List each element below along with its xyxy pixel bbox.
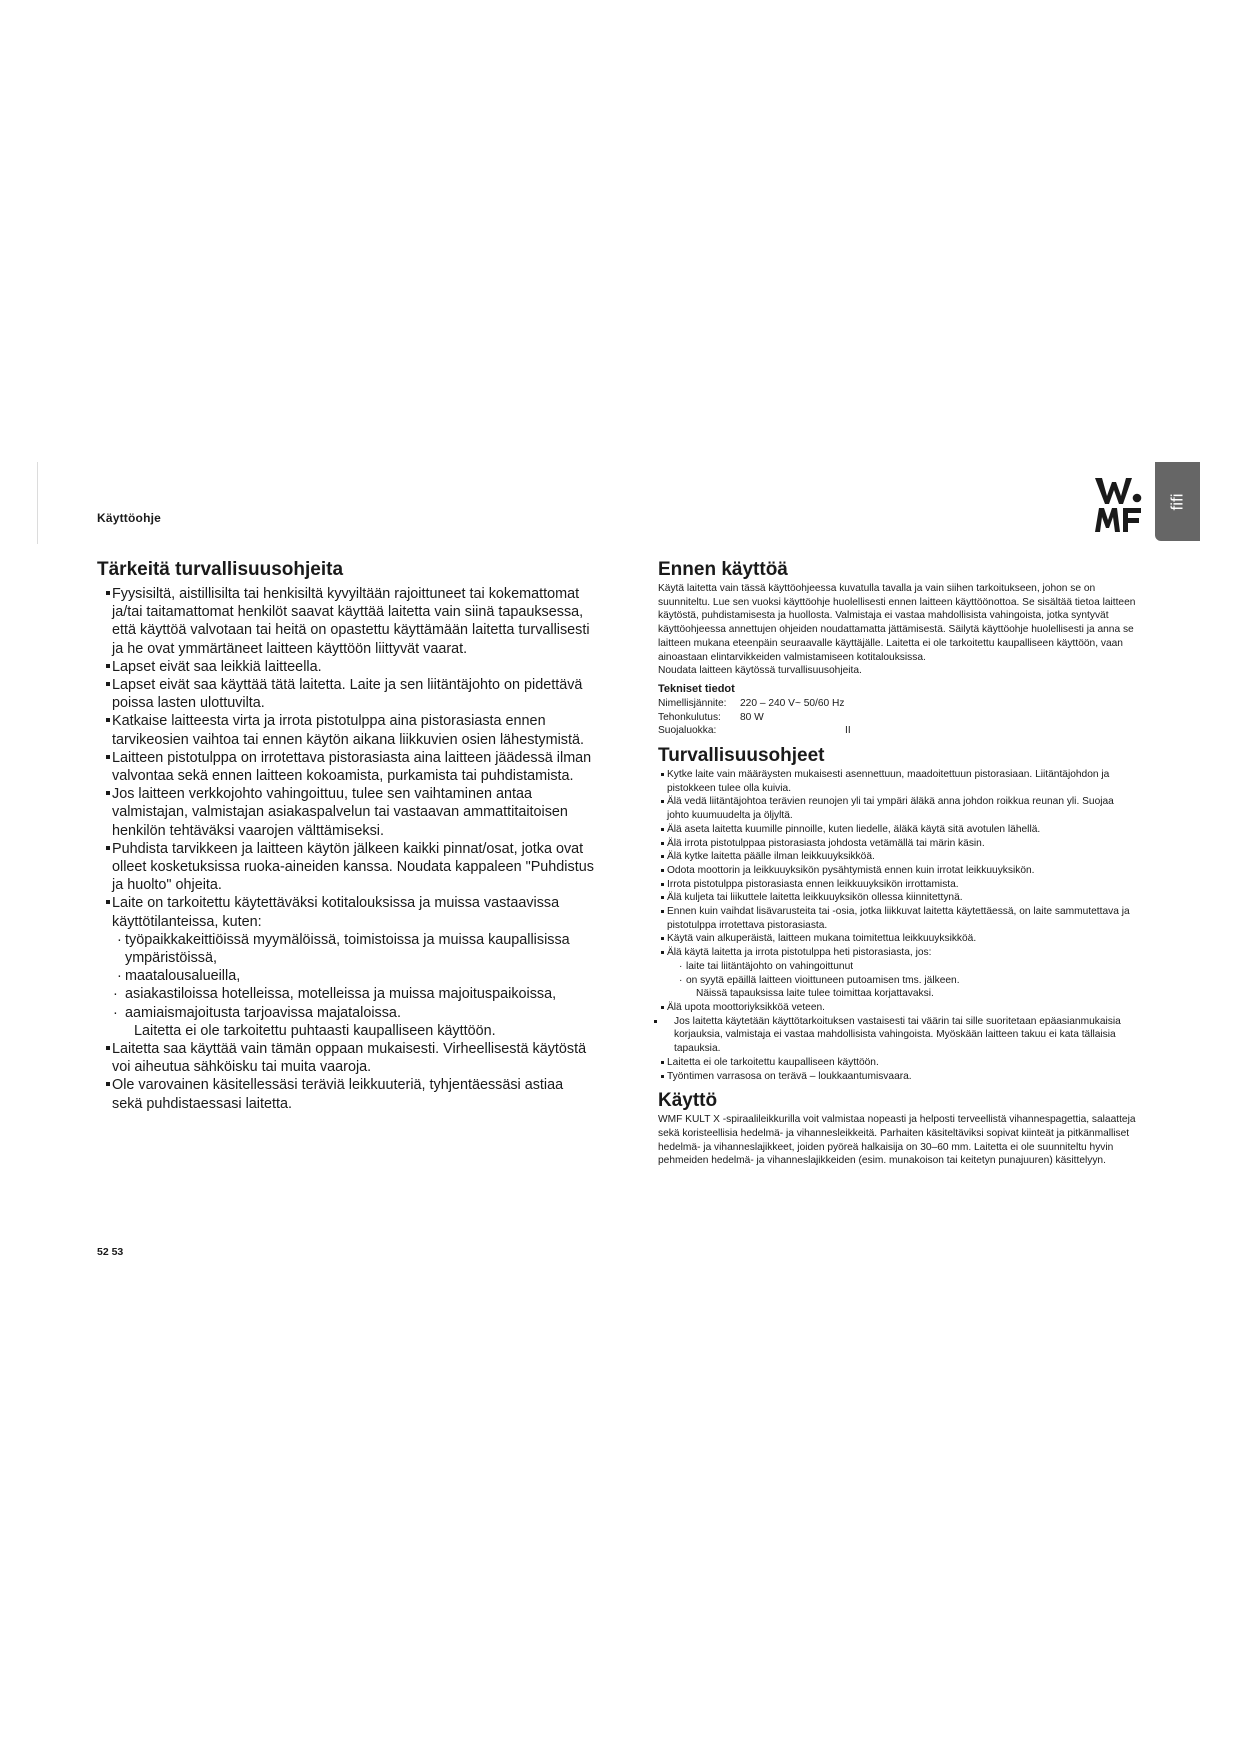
list-item: Älä aseta laitetta kuumille pinnoille, kuten liedelle, äläkä käytä sitä avotulen lähellä. xyxy=(658,823,1138,837)
wmf-logo xyxy=(1095,476,1143,534)
safety-list-continued xyxy=(97,1040,597,1113)
list-item: Fyysisiltä, aistillisilta tai henkisiltä kyvyiltään rajoittuneet tai kokemattomat ja/tai taitamattomat henkilöt saavat käyttää laitetta vain siinä tapauksessa, että käyttöä valvotaan tai heitä on opastettu käyttämään laitetta turvallisesti ja he ovat ymmärtäneet laitteen käyttöön liittyvät vaarat. xyxy=(97,585,597,658)
list-item: Kytke laite vain määräysten mukaisesti asennettuun, maadoitettuun pistorasiaan. Liitäntäjohdon ja pistokkeen tulee olla kuivia. xyxy=(658,768,1138,795)
spec-row: Nimellisjännite: 220 – 240 V~ 50/60 Hz xyxy=(658,697,845,709)
page-numbers: 52 53 xyxy=(97,1246,124,1258)
list-item: Ole varovainen käsitellessäsi teräviä leikkuuteriä, tyhjentäessäsi astiaa sekä puhdistaessasi laitetta. xyxy=(97,1076,597,1112)
safety-list-right xyxy=(658,768,1138,960)
sub-list-item: · on syytä epäillä laitteen vioittuneen putoamisen tms. jälkeen. xyxy=(679,974,960,986)
list-item: Katkaise laitteesta virta ja irrota pistotulppa aina pistorasiasta ennen tarvikeosien vaihtoa tai ennen käytön aikana liikkuvien osien lähestymistä. xyxy=(97,712,597,748)
list-item: Laitetta ei ole tarkoitettu kaupalliseen käyttöön. xyxy=(658,1056,1138,1070)
list-item: Laitteen pistotulppa on irrotettava pistorasiasta aina laitteen jäädessä ilman valvontaa sekä ennen laitteen kokoamista, purkamista tai puhdistamista. xyxy=(97,749,597,785)
sub-list-item: · laite tai liitäntäjohto on vahingoittunut xyxy=(679,960,854,972)
list-item: Lapset eivät saa leikkiä laitteella. xyxy=(97,658,597,676)
list-item: Älä käytä laitetta ja irrota pistotulppa heti pistorasiasta, jos: xyxy=(658,946,1138,960)
list-item: Älä vedä liitäntäjohtoa terävien reunojen yli tai ympäri äläkä anna johdon roikkua reunan yli. Suojaa johto kuumuudelta ja öljyltä. xyxy=(658,795,1138,822)
list-item: Laitetta saa käyttää vain tämän oppaan mukaisesti. Virheellisestä käytöstä voi aiheutua sähköisku tai muita vaaroja. xyxy=(97,1040,597,1076)
before-use-paragraph: Käytä laitetta vain tässä käyttöohjeessa kuvatulla tavalla ja vain siihen tarkoitukseen, johon se on suunniteltu. Lue sen vuoksi käyttöohje huolellisesti ennen laitteen käyttöönottoa. Se sisältää tietoa laitteen käytöstä, puhdistamisesta ja huollosta. Valmistaja ei vastaa mahdollisista vahingoista, jotka syntyvät käyttöohjeessa annettujen ohjeiden noudattamatta jättämisestä. Säilytä käyttöohje huolellisesti ja anna se laitteen mukana eteenpäin seuraavalle käyttäjälle. Laitetta ei ole tarkoitettu kaupalliseen käyttöön, vaan ainoastaan elintarvikkeiden valmistamiseen kotitalouksissa. xyxy=(658,583,1136,663)
usage-title: Käyttö xyxy=(658,1090,718,1112)
safety-list xyxy=(97,585,597,931)
list-item: Laite on tarkoitettu käytettäväksi kotitalouksissa ja muissa vastaavissa käyttötilanteissa, kuten: xyxy=(97,894,597,930)
list-item: Irrota pistotulppa pistorasiasta ennen leikkuuyksikön irrottamista. xyxy=(658,878,1138,892)
safety-list-right-continued xyxy=(658,1001,1138,1083)
tech-specs-title: Tekniset tiedot xyxy=(658,682,735,695)
sub-note: Laitetta ei ole tarkoitettu puhtaasti kaupalliseen käyttöön. xyxy=(134,1022,496,1039)
left-column xyxy=(97,558,597,1113)
list-item: Käytä vain alkuperäistä, laitteen mukana toimitettua leikkuuyksikköä. xyxy=(658,932,1138,946)
safety-title: Turvallisuusohjeet xyxy=(658,745,825,767)
spec-row: Suojaluokka: II xyxy=(658,725,851,737)
before-use-title: Ennen käyttöä xyxy=(658,559,788,580)
right-column xyxy=(658,558,1138,1168)
list-item: Älä kytke laitetta päälle ilman leikkuuyksikköä. xyxy=(658,850,1138,864)
page-edge-mark xyxy=(37,462,38,544)
language-tab-label: fifi xyxy=(1167,493,1187,510)
list-item: Puhdista tarvikkeen ja laitteen käytön jälkeen kaikki pinnat/osat, jotka ovat olleet kosketuksissa ruoka-aineiden kanssa. Noudata kappaleen "Puhdistus ja huolto" ohjeita. xyxy=(97,840,597,895)
section-label: Käyttöohje xyxy=(97,511,162,525)
list-item: Jos laitetta käytetään käyttötarkoituksen vastaisesti tai väärin tai sille suoritetaan epäasianmukaisia korjauksia, valmistaja ei vastaa mahdollisista vahingoista. Myöskään laitteen takuu ei kata tällaisia tapauksia. xyxy=(658,1015,1138,1056)
spec-row: Tehonkulutus: 80 W xyxy=(658,711,764,723)
list-item: Älä upota moottoriyksikköä veteen. xyxy=(658,1001,1138,1015)
sub-list-item: · aamiaismajoitusta tarjoavissa majataloissa. xyxy=(113,1004,401,1021)
list-item: Älä irrota pistotulppaa pistorasiasta johdosta vetämällä tai märin käsin. xyxy=(658,837,1138,851)
list-item: Odota moottorin ja leikkuuyksikön pysähtymistä ennen kuin irrotat leikkuuyksikön. xyxy=(658,864,1138,878)
list-item: Ennen kuin vaihdat lisävarusteita tai -osia, jotka liikkuvat laitetta käytettäessä, on laite sammutettava ja pistotulppa irrotettava pistorasiasta. xyxy=(658,905,1138,932)
list-item: Työntimen varrasosa on terävä – loukkaantumisvaara. xyxy=(658,1070,1138,1084)
list-item: Älä kuljeta tai liikuttele laitetta leikkuuyksikön ollessa kiinnitettynä. xyxy=(658,891,1138,905)
usage-paragraph: WMF KULT X -spiraalileikkurilla voit valmistaa nopeasti ja helposti terveellistä vihannespagettia, salaatteja sekä koristeellisia hedelmä- ja vihannesleikkeitä. Parhaiten käsiteltäviksi sopivat kiinteät ja pitkänmalliset hedelmä- ja vihanneslajikkeet, joiden pyöreä halkaisija on 30–60 mm. Laitetta ei ole suunniteltu hyvin pehmeiden hedelmä- ja vihanneslajikkeiden (esim. munakoison tai keitetyn punajuuren) käsittelyyn. xyxy=(658,1114,1136,1167)
language-tab[interactable] xyxy=(1155,462,1200,541)
sub-list-item: · asiakastiloissa hotelleissa, motelleissa ja muissa majoituspaikoissa, xyxy=(113,986,557,1003)
list-item: Jos laitteen verkkojohto vahingoittuu, tulee sen vaihtaminen antaa valmistajan, valmistajan asiakaspalvelun tai vastaavan ammattitaitoisen henkilön tehtäväksi vaarojen välttämiseksi. xyxy=(97,785,597,840)
sub-list-item: · maatalousalueilla, xyxy=(117,968,241,985)
list-item: Lapset eivät saa käyttää tätä laitetta. Laite ja sen liitäntäjohto on pidettävä poissa lasten ulottuvilta. xyxy=(97,676,597,712)
safety-instructions-title: Tärkeitä turvallisuusohjeita xyxy=(97,559,344,580)
sub-note: Näissä tapauksissa laite tulee toimittaa korjattavaksi. xyxy=(696,988,934,1000)
sub-list-item: · työpaikkakeittiöissä myymälöissä, toimistoissa ja muissa kaupallisissa ympäristöissä, xyxy=(117,931,570,967)
before-use-note: Noudata laitteen käytössä turvallisuusohjeita. xyxy=(658,665,862,677)
